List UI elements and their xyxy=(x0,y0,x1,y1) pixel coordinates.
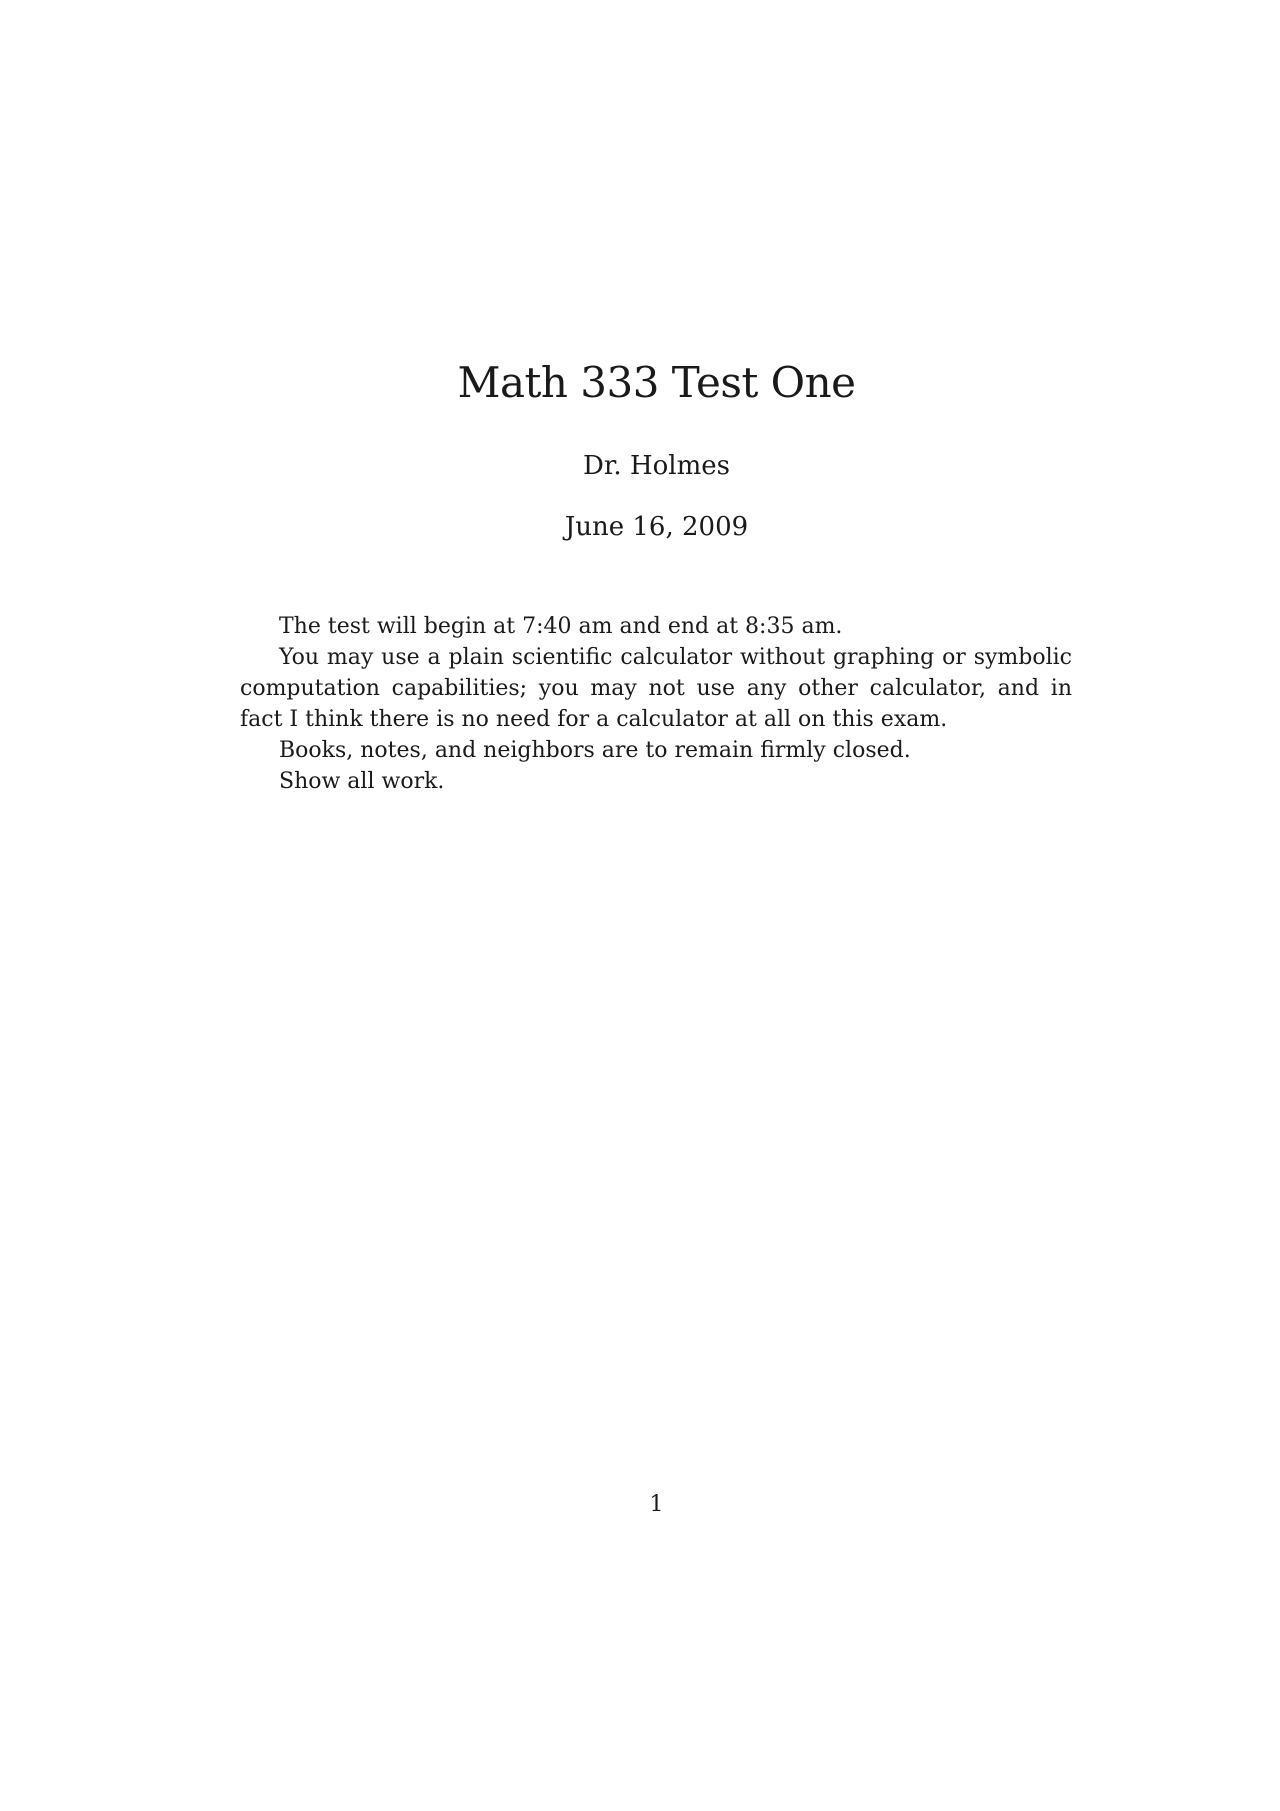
instruction-paragraph-materials: Books, notes, and neighbors are to remain firmly closed. xyxy=(279,738,911,763)
document-date: June 16, 2009 xyxy=(564,512,749,542)
instruction-paragraph-calculator: You may use a plain scientific calculator without graphing or symbolic computation capabilities; you may not use any other calculator, and in fact I think there is no need for a calculator at all on this exam. xyxy=(240,645,1072,732)
document-title: Math 333 Test One xyxy=(457,358,856,407)
instruction-paragraph-work: Show all work. xyxy=(279,769,445,794)
instructions-body xyxy=(240,611,1072,797)
instruction-paragraph-time: The test will begin at 7:40 am and end at 8:35 am. xyxy=(279,614,843,639)
document-author: Dr. Holmes xyxy=(583,451,730,481)
page-number: 1 xyxy=(649,1492,664,1517)
